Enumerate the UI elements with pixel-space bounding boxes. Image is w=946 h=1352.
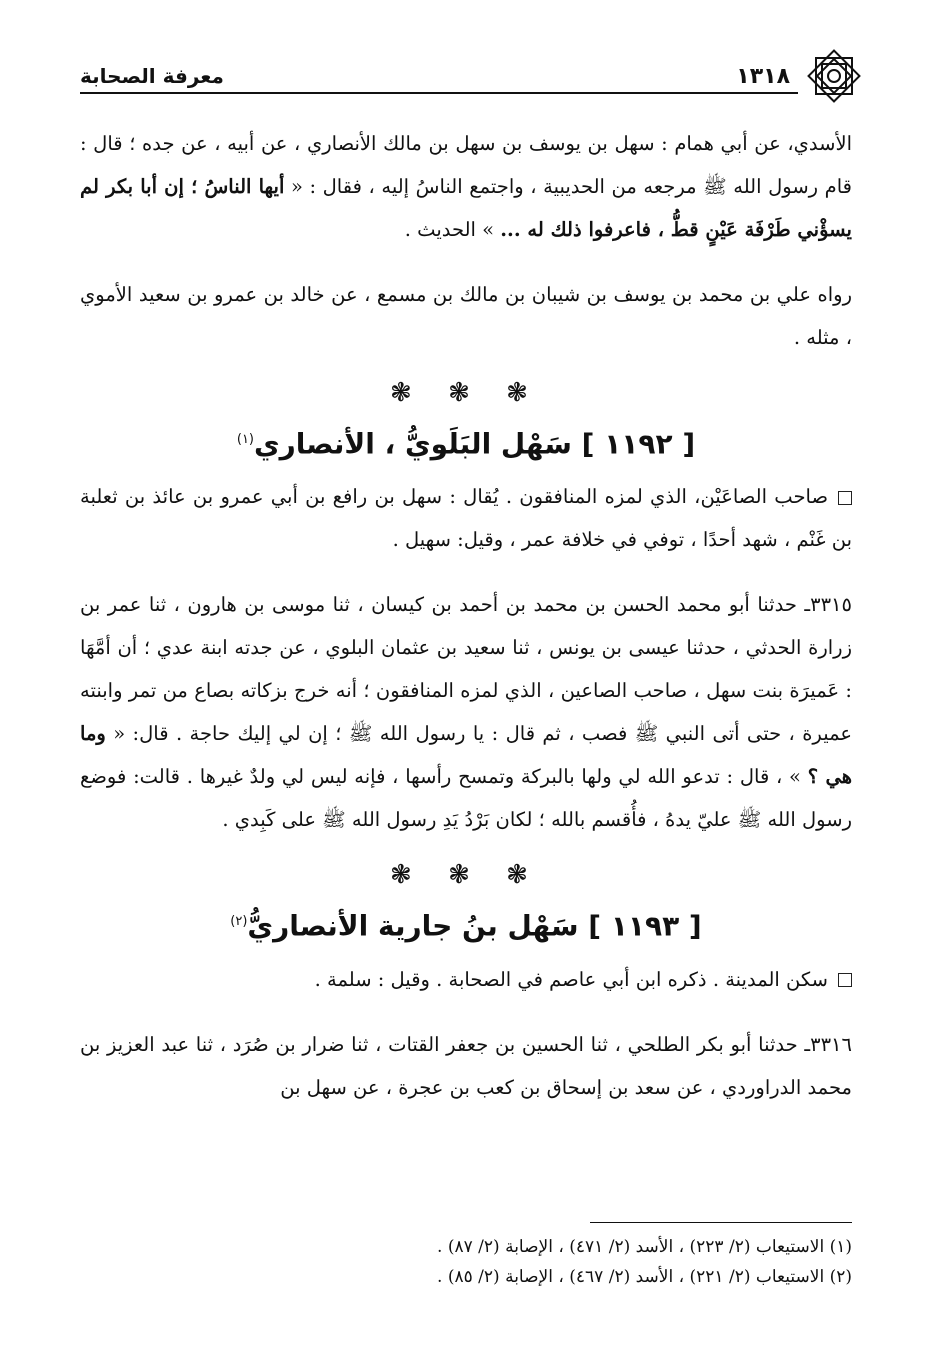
- footnotes: [80, 1232, 852, 1292]
- paragraph-hadith-3315: [80, 583, 852, 841]
- footnote-2: (٢) الاستيعاب (٢/ ٢٢١) ، الأسد (٢/ ٤٦٧) ، الإصابة (٢/ ٨٥) .: [437, 1267, 852, 1287]
- section-separator-stars: ❃ ❃ ❃: [390, 860, 542, 891]
- entry-title: [ ١١٩٢ ] سَهْل البَلَويُّ ، الأنصاري: [254, 427, 696, 461]
- paragraph-text: الأسدي، عن أبي همام : سهل بن يوسف بن سهل بن مالك الأنصاري ، عن أبيه ، عن جده ؛ قال : قام رسول الله ﷺ مرجعه من الحديبية ، واجتمع الناسُ إليه ، فقال : «: [80, 132, 852, 198]
- paragraph-biography-1193: [80, 958, 852, 1001]
- square-bullet-icon: [838, 491, 852, 505]
- square-bullet-icon: [838, 973, 852, 987]
- entry-heading-1193: [80, 895, 852, 953]
- paragraph-text: » الحديث .: [404, 218, 501, 241]
- running-title: معرفة الصحابة: [80, 64, 224, 88]
- paragraph-text: صاحب الصاعَيْن، الذي لمزه المنافقون . يُقال : سهل بن رافع بن أبي عمرو بن عائذ بن ثعلبة بن غَنْم ، شهد أحدًا ، توفي في خلافة عمر ، وقيل: سهيل .: [80, 485, 852, 552]
- page-body: [80, 122, 852, 1109]
- header-divider: [80, 92, 798, 94]
- paragraph-text: » ، قال : تدعو الله لي ولها بالبركة وتمسح رأسها ، فإنه ليس لي ولدٌ غيرها . قالت: فوضع رسول الله ﷺ عليّ يدهُ ، فأُقسم بالله ؛ لكان بَرْدُ يَدِ رسول الله ﷺ على كَبِدي .: [80, 765, 852, 832]
- footnote-marker: (١): [236, 432, 254, 447]
- hadith-quote: أيها الناسُ ؛ إن أبا بكر لم يسؤْني طَرْفَة عَيْنٍ قطُّ ، فاعرفوا ذلك له ...: [80, 175, 852, 241]
- paragraph-hadith-3316: ٣٣١٦ـ حدثنا أبو بكر الطلحي ، ثنا الحسين بن جعفر القتات ، ثنا ضرار بن صُرَد ، ثنا عبد العزيز بن محمد الدراوردي ، عن سعد بن إسحاق بن كعب بن عجرة ، عن سهل بن: [80, 1032, 852, 1099]
- paragraph-hadith-continuation: [80, 122, 852, 251]
- octagonal-star-ornament-icon: [802, 44, 866, 108]
- footnote-1: (١) الاستيعاب (٢/ ٢٢٣) ، الأسد (٢/ ٤٧١) ، الإصابة (٢/ ٨٧) .: [437, 1237, 852, 1257]
- hadith-quote: وما هي ؟: [80, 722, 852, 789]
- section-separator-stars: ❃ ❃ ❃: [390, 378, 542, 408]
- paragraph-text: ٣٣١٥ـ حدثنا أبو محمد الحسن بن محمد بن أحمد بن كيسان ، ثنا موسى بن هارون ، ثنا عمر بن زرارة الحدثي ، حدثنا عيسى بن يونس ، ثنا سعيد بن عثمان البلوي ، عن جدته ابنة عدي ؛ أن أمَّهَا : عَميرَة بنت سهل ، صاحب الصاعين ، الذي لمزه المنافقون ؛ أنه خرج بزكاته بصاع من تمر وابنته عميرة ، حتى أتى النبي ﷺ فصب ، ثم قال : يا رسول الله ﷺ ؛ إن لي إليك حاجة . قال: «: [80, 593, 852, 746]
- page-number: ١٣١٨: [736, 64, 790, 89]
- paragraph-biography-1192: [80, 475, 852, 561]
- paragraph-text: سكن المدينة . ذكره ابن أبي عاصم في الصحابة . وقيل : سلمة .: [314, 967, 828, 991]
- page-header: [80, 44, 866, 104]
- footnote-marker: (٢): [230, 914, 248, 930]
- paragraph-riwaya: رواه علي بن محمد بن يوسف بن شيبان بن مالك بن مسمع ، عن خالد بن عمرو بن سعيد الأموي ، مثله .: [80, 283, 852, 349]
- entry-title: [ ١١٩٣ ] سَهْل بنُ جارية الأنصاريُّ: [247, 909, 702, 943]
- footnote-divider: [590, 1222, 852, 1223]
- entry-heading-1192: [80, 413, 852, 471]
